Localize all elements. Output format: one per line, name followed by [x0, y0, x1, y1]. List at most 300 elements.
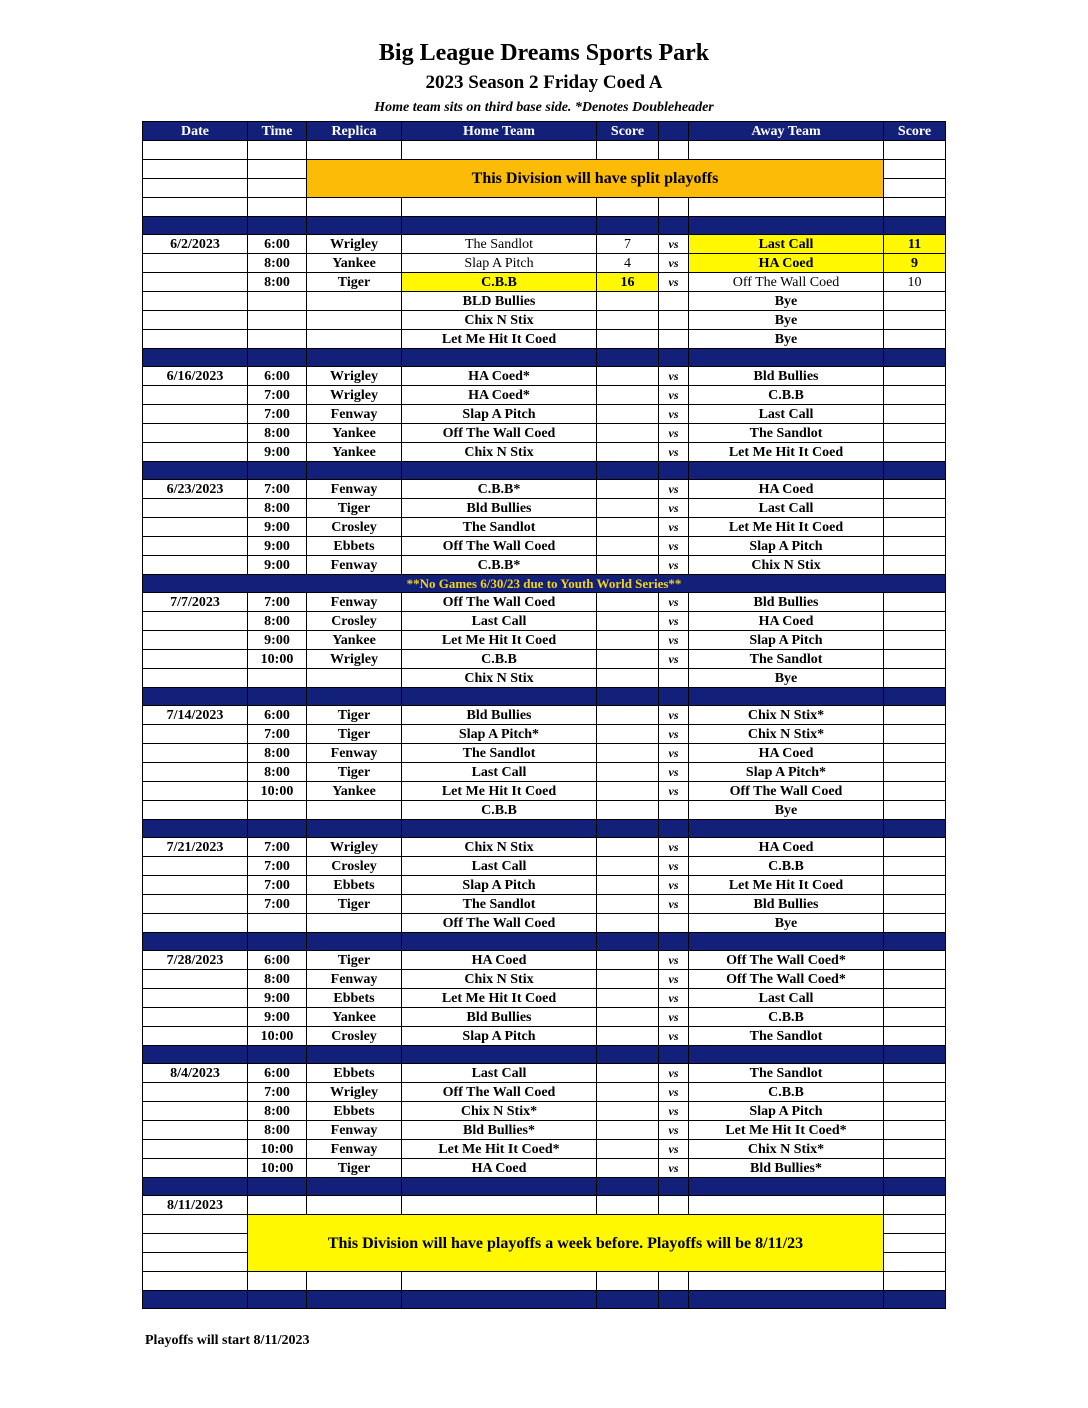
game-time: 9:00 — [248, 518, 307, 537]
away-score — [884, 725, 946, 744]
home-score — [597, 876, 659, 895]
column-header: Home Team — [402, 122, 597, 141]
home-team: BLD Bullies — [402, 292, 597, 311]
away-score — [884, 386, 946, 405]
separator-cell — [659, 217, 689, 235]
away-score — [884, 1140, 946, 1159]
game-row — [143, 631, 946, 650]
game-row — [143, 1064, 946, 1083]
game-field: Fenway — [307, 480, 402, 499]
game-field: Wrigley — [307, 235, 402, 254]
separator-cell — [597, 349, 659, 367]
empty-cell — [597, 198, 659, 217]
away-score — [884, 1008, 946, 1027]
away-team: Off The Wall Coed* — [689, 951, 884, 970]
separator-cell — [659, 820, 689, 838]
doubleheader-note: Home team sits on third base side. *Denotes Doubleheader — [374, 100, 714, 115]
home-team: Slap A Pitch — [402, 405, 597, 424]
away-team: Last Call — [689, 405, 884, 424]
away-score — [884, 895, 946, 914]
game-date — [143, 895, 248, 914]
column-header: Away Team — [689, 122, 884, 141]
vs-label: vs — [659, 838, 689, 857]
away-score — [884, 1102, 946, 1121]
separator-cell — [307, 688, 402, 706]
separator-cell — [597, 1178, 659, 1196]
vs-label: vs — [659, 424, 689, 443]
empty-cell — [307, 198, 402, 217]
home-score — [597, 405, 659, 424]
away-score — [884, 367, 946, 386]
game-date — [143, 1140, 248, 1159]
banner-row — [143, 160, 946, 179]
empty-cell — [689, 1272, 884, 1291]
game-row — [143, 650, 946, 669]
game-field: Tiger — [307, 499, 402, 518]
game-row — [143, 1159, 946, 1178]
home-score — [597, 895, 659, 914]
game-time: 6:00 — [248, 1064, 307, 1083]
away-score — [884, 593, 946, 612]
away-team: Off The Wall Coed* — [689, 970, 884, 989]
away-team: Slap A Pitch — [689, 631, 884, 650]
away-score — [884, 556, 946, 575]
game-field: Wrigley — [307, 367, 402, 386]
game-field: Wrigley — [307, 650, 402, 669]
separator-cell — [248, 688, 307, 706]
home-team: Last Call — [402, 763, 597, 782]
game-row — [143, 235, 946, 254]
away-score — [884, 330, 946, 349]
game-date — [143, 518, 248, 537]
home-score — [597, 857, 659, 876]
game-time — [248, 292, 307, 311]
separator-cell — [659, 933, 689, 951]
home-team: Bld Bullies — [402, 1008, 597, 1027]
home-team: Slap A Pitch — [402, 1027, 597, 1046]
page-subtitle: 2023 Season 2 Friday Coed A — [425, 72, 663, 93]
separator-cell — [307, 1178, 402, 1196]
away-score — [884, 1064, 946, 1083]
away-team: C.B.B — [689, 857, 884, 876]
vs-label: vs — [659, 631, 689, 650]
game-field: Crosley — [307, 1027, 402, 1046]
game-row — [143, 989, 946, 1008]
away-team: HA Coed — [689, 254, 884, 273]
separator-cell — [143, 462, 248, 480]
game-field: Tiger — [307, 725, 402, 744]
game-row — [143, 857, 946, 876]
footer-note: Playoffs will start 8/11/2023 — [145, 1333, 310, 1348]
page-title: Big League Dreams Sports Park — [378, 40, 710, 66]
empty-cell — [402, 1272, 597, 1291]
game-time: 9:00 — [248, 989, 307, 1008]
vs-label: vs — [659, 518, 689, 537]
home-team: Chix N Stix* — [402, 1102, 597, 1121]
home-team: Last Call — [402, 857, 597, 876]
separator-cell — [659, 1291, 689, 1309]
home-score — [597, 782, 659, 801]
vs-label — [659, 669, 689, 688]
home-score — [597, 593, 659, 612]
vs-label: vs — [659, 706, 689, 725]
vs-label: vs — [659, 970, 689, 989]
empty-cell — [689, 198, 884, 217]
home-score — [597, 612, 659, 631]
separator-cell — [307, 820, 402, 838]
game-row — [143, 499, 946, 518]
vs-label: vs — [659, 857, 689, 876]
game-date — [143, 1083, 248, 1102]
vs-label — [659, 330, 689, 349]
game-time: 10:00 — [248, 1140, 307, 1159]
home-score — [597, 650, 659, 669]
separator-cell — [884, 1291, 946, 1309]
separator-cell — [689, 462, 884, 480]
separator-cell — [143, 1178, 248, 1196]
home-team: Let Me Hit It Coed* — [402, 1140, 597, 1159]
game-field — [307, 914, 402, 933]
game-row — [143, 330, 946, 349]
week-separator — [143, 1046, 946, 1064]
separator-cell — [402, 349, 597, 367]
home-score — [597, 1159, 659, 1178]
game-time: 9:00 — [248, 443, 307, 462]
home-team: Chix N Stix — [402, 838, 597, 857]
away-team: Chix N Stix* — [689, 1140, 884, 1159]
separator-cell — [659, 462, 689, 480]
home-score: 16 — [597, 273, 659, 292]
separator-cell — [248, 1178, 307, 1196]
home-team: Chix N Stix — [402, 443, 597, 462]
home-team: Off The Wall Coed — [402, 424, 597, 443]
vs-label: vs — [659, 480, 689, 499]
game-field: Crosley — [307, 612, 402, 631]
blank-row — [143, 198, 946, 217]
game-field: Ebbets — [307, 989, 402, 1008]
away-team: Bld Bullies* — [689, 1159, 884, 1178]
home-score — [597, 1102, 659, 1121]
away-team: Last Call — [689, 989, 884, 1008]
empty-cell — [307, 141, 402, 160]
game-field: Wrigley — [307, 1083, 402, 1102]
game-time: 10:00 — [248, 782, 307, 801]
game-field: Yankee — [307, 424, 402, 443]
home-team: Let Me Hit It Coed — [402, 782, 597, 801]
game-field: Yankee — [307, 631, 402, 650]
empty-cell — [884, 1215, 946, 1234]
vs-label: vs — [659, 989, 689, 1008]
separator-cell — [689, 1178, 884, 1196]
home-score — [597, 706, 659, 725]
game-date — [143, 1121, 248, 1140]
game-row — [143, 556, 946, 575]
away-score — [884, 763, 946, 782]
home-team: Bld Bullies* — [402, 1121, 597, 1140]
game-row — [143, 1027, 946, 1046]
separator-cell — [248, 1046, 307, 1064]
away-team: C.B.B — [689, 1083, 884, 1102]
away-score — [884, 1159, 946, 1178]
empty-cell — [307, 1272, 402, 1291]
separator-cell — [689, 688, 884, 706]
away-team: Chix N Stix* — [689, 706, 884, 725]
vs-label: vs — [659, 895, 689, 914]
separator-cell — [659, 349, 689, 367]
home-score — [597, 1027, 659, 1046]
home-score — [597, 424, 659, 443]
game-field: Yankee — [307, 1008, 402, 1027]
game-field — [307, 292, 402, 311]
game-date — [143, 292, 248, 311]
game-time: 7:00 — [248, 386, 307, 405]
game-field: Fenway — [307, 405, 402, 424]
away-team: Bye — [689, 330, 884, 349]
empty-cell — [248, 160, 307, 179]
week-separator — [143, 820, 946, 838]
empty-cell — [402, 141, 597, 160]
game-field: Fenway — [307, 1121, 402, 1140]
home-score — [597, 386, 659, 405]
separator-cell — [597, 933, 659, 951]
empty-cell — [248, 1196, 307, 1215]
away-team: Bld Bullies — [689, 895, 884, 914]
game-time: 7:00 — [248, 838, 307, 857]
empty-cell — [402, 198, 597, 217]
separator-cell — [307, 462, 402, 480]
separator-cell — [143, 349, 248, 367]
away-team: HA Coed — [689, 838, 884, 857]
game-date — [143, 801, 248, 820]
playoffs-banner: This Division will have playoffs a week before. Playoffs will be 8/11/23 — [248, 1215, 884, 1272]
vs-label: vs — [659, 405, 689, 424]
home-team: Off The Wall Coed — [402, 914, 597, 933]
game-date — [143, 273, 248, 292]
away-score — [884, 537, 946, 556]
game-date — [143, 970, 248, 989]
game-row — [143, 518, 946, 537]
vs-label: vs — [659, 593, 689, 612]
home-score — [597, 1121, 659, 1140]
separator-cell — [884, 820, 946, 838]
separator-cell — [248, 933, 307, 951]
column-header: Replica — [307, 122, 402, 141]
game-row — [143, 273, 946, 292]
game-row — [143, 443, 946, 462]
away-score — [884, 631, 946, 650]
vs-label: vs — [659, 1064, 689, 1083]
away-score — [884, 782, 946, 801]
home-team: C.B.B — [402, 650, 597, 669]
game-field: Fenway — [307, 744, 402, 763]
vs-label: vs — [659, 386, 689, 405]
game-date — [143, 725, 248, 744]
week-separator — [143, 688, 946, 706]
game-date — [143, 556, 248, 575]
empty-cell — [689, 1196, 884, 1215]
game-date — [143, 405, 248, 424]
empty-cell — [402, 1196, 597, 1215]
game-date: 6/23/2023 — [143, 480, 248, 499]
game-time — [248, 669, 307, 688]
vs-label: vs — [659, 1121, 689, 1140]
home-score — [597, 801, 659, 820]
game-time: 8:00 — [248, 744, 307, 763]
empty-cell — [884, 198, 946, 217]
away-team: The Sandlot — [689, 1027, 884, 1046]
home-score — [597, 1083, 659, 1102]
game-time — [248, 914, 307, 933]
game-field: Ebbets — [307, 1102, 402, 1121]
home-score — [597, 914, 659, 933]
game-date — [143, 669, 248, 688]
game-row — [143, 612, 946, 631]
away-score — [884, 857, 946, 876]
game-field — [307, 801, 402, 820]
home-team: The Sandlot — [402, 235, 597, 254]
away-score — [884, 292, 946, 311]
game-time: 7:00 — [248, 857, 307, 876]
game-time: 7:00 — [248, 480, 307, 499]
game-field — [307, 311, 402, 330]
separator-cell — [689, 933, 884, 951]
separator-cell — [659, 1178, 689, 1196]
empty-cell — [248, 179, 307, 198]
vs-label: vs — [659, 612, 689, 631]
vs-label: vs — [659, 1027, 689, 1046]
week-separator — [143, 462, 946, 480]
vs-label: vs — [659, 254, 689, 273]
away-team: HA Coed — [689, 480, 884, 499]
separator-cell — [689, 820, 884, 838]
game-date — [143, 876, 248, 895]
home-team: Bld Bullies — [402, 706, 597, 725]
separator-cell — [248, 462, 307, 480]
vs-label: vs — [659, 443, 689, 462]
game-field: Ebbets — [307, 1064, 402, 1083]
separator-cell — [689, 217, 884, 235]
game-time: 7:00 — [248, 876, 307, 895]
separator-cell — [402, 462, 597, 480]
banner-row — [143, 1215, 946, 1234]
empty-cell — [143, 1215, 248, 1234]
game-time: 9:00 — [248, 537, 307, 556]
schedule-table — [142, 121, 946, 1309]
game-date — [143, 330, 248, 349]
vs-label: vs — [659, 1102, 689, 1121]
away-score — [884, 989, 946, 1008]
game-time: 6:00 — [248, 235, 307, 254]
game-date — [143, 650, 248, 669]
game-field: Tiger — [307, 706, 402, 725]
vs-label: vs — [659, 763, 689, 782]
vs-label: vs — [659, 782, 689, 801]
home-score: 4 — [597, 254, 659, 273]
home-score — [597, 292, 659, 311]
away-team: Bld Bullies — [689, 593, 884, 612]
game-field: Crosley — [307, 857, 402, 876]
game-time: 7:00 — [248, 593, 307, 612]
vs-label — [659, 311, 689, 330]
away-team: Let Me Hit It Coed — [689, 518, 884, 537]
home-team: Bld Bullies — [402, 499, 597, 518]
game-time: 8:00 — [248, 499, 307, 518]
game-field: Wrigley — [307, 386, 402, 405]
away-score — [884, 1121, 946, 1140]
empty-cell — [689, 141, 884, 160]
vs-label: vs — [659, 273, 689, 292]
away-team: Slap A Pitch* — [689, 763, 884, 782]
separator-cell — [307, 217, 402, 235]
home-score — [597, 744, 659, 763]
game-date — [143, 499, 248, 518]
separator-cell — [597, 688, 659, 706]
home-team: C.B.B — [402, 273, 597, 292]
empty-cell — [884, 1196, 946, 1215]
vs-label: vs — [659, 556, 689, 575]
away-team: C.B.B — [689, 386, 884, 405]
game-time — [248, 311, 307, 330]
separator-cell — [143, 1046, 248, 1064]
game-field: Tiger — [307, 273, 402, 292]
separator-cell — [659, 688, 689, 706]
separator-cell — [884, 349, 946, 367]
separator-cell — [689, 1291, 884, 1309]
game-date: 8/11/2023 — [143, 1196, 248, 1215]
game-time: 9:00 — [248, 631, 307, 650]
empty-cell — [659, 141, 689, 160]
vs-label — [659, 914, 689, 933]
game-row — [143, 763, 946, 782]
away-team: HA Coed — [689, 612, 884, 631]
empty-cell — [248, 1272, 307, 1291]
away-team: HA Coed — [689, 744, 884, 763]
game-row — [143, 838, 946, 857]
game-time: 7:00 — [248, 725, 307, 744]
schedule-body — [143, 122, 946, 1309]
separator-cell — [597, 217, 659, 235]
vs-label: vs — [659, 499, 689, 518]
away-score — [884, 424, 946, 443]
game-date — [143, 443, 248, 462]
away-team: The Sandlot — [689, 650, 884, 669]
game-field: Tiger — [307, 1159, 402, 1178]
vs-label: vs — [659, 367, 689, 386]
game-field: Wrigley — [307, 838, 402, 857]
game-time: 8:00 — [248, 254, 307, 273]
away-team: Bld Bullies — [689, 367, 884, 386]
no-games-row — [143, 575, 946, 593]
separator-cell — [143, 933, 248, 951]
home-score — [597, 367, 659, 386]
game-date — [143, 386, 248, 405]
week-separator — [143, 217, 946, 235]
game-date — [143, 311, 248, 330]
away-score: 9 — [884, 254, 946, 273]
game-time: 7:00 — [248, 405, 307, 424]
separator-cell — [143, 820, 248, 838]
game-date — [143, 857, 248, 876]
game-row — [143, 782, 946, 801]
away-team: C.B.B — [689, 1008, 884, 1027]
game-time: 8:00 — [248, 424, 307, 443]
empty-cell — [143, 1253, 248, 1272]
game-time: 6:00 — [248, 951, 307, 970]
blank-row — [143, 141, 946, 160]
game-date — [143, 1008, 248, 1027]
vs-label: vs — [659, 537, 689, 556]
vs-label: vs — [659, 1140, 689, 1159]
